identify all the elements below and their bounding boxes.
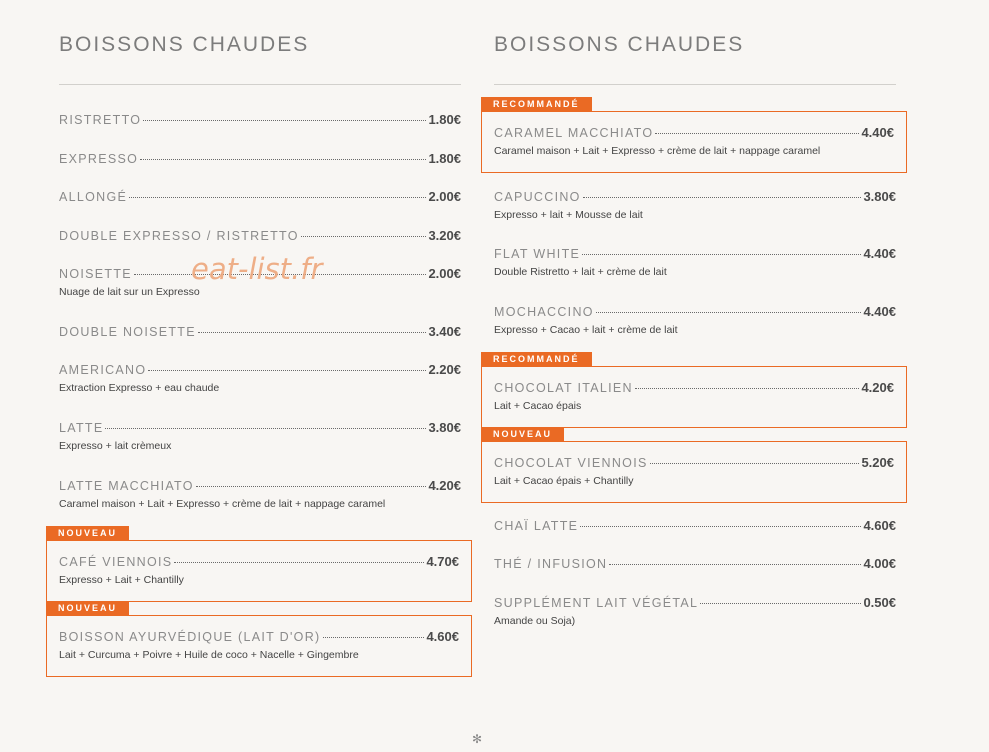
menu-item [494, 556, 896, 571]
menu-item-description: Caramel maison + Lait + Expresso + crème de lait + nappage caramel [494, 145, 821, 157]
dot-leader [635, 388, 860, 389]
menu-item-name: CHOCOLAT VIENNOIS [494, 456, 648, 470]
featured-menu-item [46, 540, 472, 602]
menu-item-name: EXPRESSO [59, 152, 139, 166]
dot-leader [655, 133, 859, 134]
menu-item-description: Double Ristretto + lait + crème de lait [494, 266, 667, 278]
menu-item-price: 4.70€ [426, 554, 459, 569]
menu-item-price: 4.60€ [863, 518, 896, 533]
dot-leader [148, 370, 426, 371]
menu-item [494, 189, 896, 221]
nouveau-badge: NOUVEAU [481, 427, 564, 441]
dot-leader [174, 562, 424, 563]
menu-item-description: Lait + Cacao épais [494, 400, 582, 412]
menu-item-price: 0.50€ [863, 595, 896, 610]
dot-leader [143, 120, 426, 121]
recommande-badge: RECOMMANDÉ [481, 97, 592, 111]
menu-item [494, 595, 896, 627]
menu-item [59, 362, 461, 394]
recommande-badge: RECOMMANDÉ [481, 352, 592, 366]
menu-item-name: CARAMEL MACCHIATO [494, 126, 654, 140]
menu-item-price: 3.40€ [428, 324, 461, 339]
featured-menu-item [481, 111, 907, 173]
menu-item-price: 4.40€ [861, 125, 894, 140]
menu-item-price: 2.00€ [428, 266, 461, 281]
menu-item-name: THÉ / INFUSION [494, 557, 608, 571]
left-title-divider [59, 84, 461, 85]
dot-leader [301, 236, 427, 237]
menu-item-name: ALLONGÉ [59, 190, 128, 204]
menu-item-price: 2.00€ [428, 189, 461, 204]
menu-item-name: CHAÏ LATTE [494, 519, 579, 533]
menu-item [494, 304, 896, 336]
menu-item-description: Expresso + Lait + Chantilly [59, 574, 184, 586]
menu-item-name: AMERICANO [59, 363, 147, 377]
menu-item [59, 151, 461, 166]
menu-item [59, 228, 461, 243]
footer-ornament-icon: ✻ [472, 732, 483, 746]
featured-menu-item [481, 366, 907, 428]
menu-item [494, 246, 896, 278]
nouveau-badge: NOUVEAU [46, 526, 129, 540]
menu-item [59, 324, 461, 339]
dot-leader [105, 428, 426, 429]
dot-leader [582, 254, 861, 255]
menu-item-description: Amande ou Soja) [494, 615, 576, 627]
menu-item-price: 2.20€ [428, 362, 461, 377]
dot-leader [580, 526, 861, 527]
menu-item-price: 3.80€ [863, 189, 896, 204]
menu-item-name: MOCHACCINO [494, 305, 594, 319]
menu-item-description: Expresso + lait crèmeux [59, 440, 172, 452]
menu-item-description: Expresso + lait + Mousse de lait [494, 209, 643, 221]
nouveau-badge: NOUVEAU [46, 601, 129, 615]
watermark-text: eat-list.fr [191, 252, 323, 286]
dot-leader [700, 603, 861, 604]
dot-leader [198, 332, 427, 333]
menu-item-description: Lait + Cacao épais + Chantilly [494, 475, 634, 487]
menu-item-name: LATTE [59, 421, 104, 435]
menu-item-name: SUPPLÉMENT LAIT VÉGÉTAL [494, 596, 699, 610]
menu-item-description: Lait + Curcuma + Poivre + Huile de coco + Nacelle + Gingembre [59, 649, 359, 661]
menu-item-description: Expresso + Cacao + lait + crème de lait [494, 324, 678, 336]
menu-item-name: NOISETTE [59, 267, 132, 281]
menu-item [59, 189, 461, 204]
menu-item-description: Extraction Expresso + eau chaude [59, 382, 220, 394]
menu-item-price: 1.80€ [428, 151, 461, 166]
dot-leader [140, 159, 426, 160]
dot-leader [196, 486, 427, 487]
right-section-title: BOISSONS CHAUDES [494, 33, 745, 56]
menu-item-price: 4.20€ [428, 478, 461, 493]
menu-item-price: 3.80€ [428, 420, 461, 435]
dot-leader [323, 637, 425, 638]
menu-item-name: BOISSON AYURVÉDIQUE (LAIT D'OR) [59, 630, 321, 644]
menu-item [59, 420, 461, 452]
menu-item-name: LATTE MACCHIATO [59, 479, 194, 493]
menu-item-name: CAFÉ VIENNOIS [59, 555, 173, 569]
menu-item-name: DOUBLE EXPRESSO / RISTRETTO [59, 229, 299, 243]
menu-item-name: CHOCOLAT ITALIEN [494, 381, 633, 395]
menu-item [59, 478, 461, 510]
menu-item-price: 4.40€ [863, 246, 896, 261]
menu-item-name: RISTRETTO [59, 113, 142, 127]
menu-item-price: 5.20€ [861, 455, 894, 470]
menu-item-price: 4.00€ [863, 556, 896, 571]
menu-item [494, 518, 896, 533]
dot-leader [583, 197, 862, 198]
menu-item-name: FLAT WHITE [494, 247, 581, 261]
menu-item-description: Nuage de lait sur un Expresso [59, 286, 200, 298]
menu-item-price: 4.40€ [863, 304, 896, 319]
menu-item-price: 4.20€ [861, 380, 894, 395]
menu-item-name: DOUBLE NOISETTE [59, 325, 196, 339]
right-title-divider [494, 84, 896, 85]
menu-item [59, 112, 461, 127]
featured-menu-item [46, 615, 472, 677]
dot-leader [609, 564, 861, 565]
dot-leader [129, 197, 426, 198]
menu-item-name: CAPUCCINO [494, 190, 581, 204]
menu-item-price: 3.20€ [428, 228, 461, 243]
menu-item-description: Caramel maison + Lait + Expresso + crème de lait + nappage caramel [59, 498, 386, 510]
menu-item-price: 4.60€ [426, 629, 459, 644]
dot-leader [650, 463, 860, 464]
dot-leader [596, 312, 862, 313]
left-section-title: BOISSONS CHAUDES [59, 33, 310, 56]
featured-menu-item [481, 441, 907, 503]
menu-item-price: 1.80€ [428, 112, 461, 127]
